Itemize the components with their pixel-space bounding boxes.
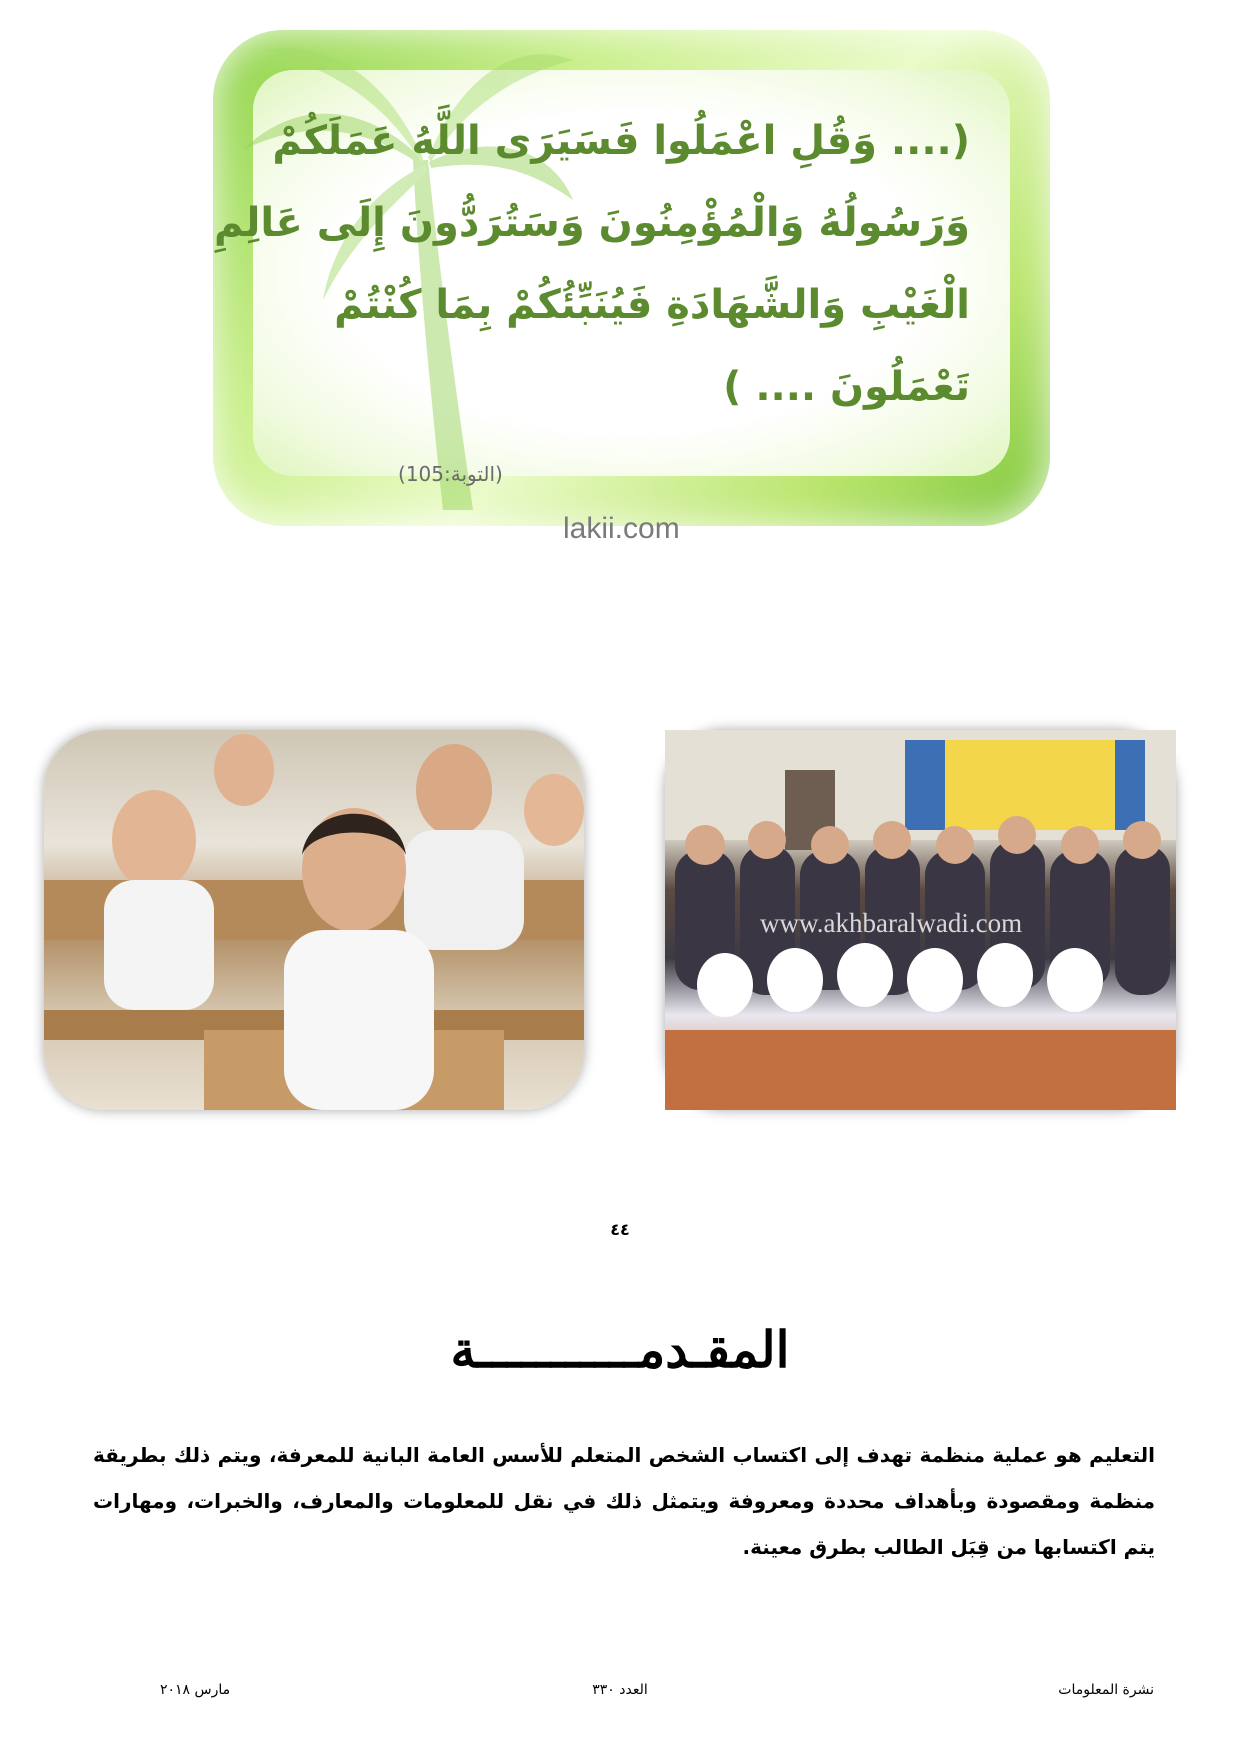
source-watermark: lakii.com xyxy=(563,512,680,545)
verse-reference: (التوبة:105) xyxy=(398,462,503,486)
footer-date: مارس ٢٠١٨ xyxy=(160,1682,231,1698)
page-number: ٤٤ xyxy=(610,1220,630,1239)
intro-paragraph: التعليم هو عملية منظمة تهدف إلى اكتساب الشخص المتعلم للأسس العامة البانية للمعرفة، ويتم ذلك بطريقة منظمة ومقصودة وبأهداف محددة ومعروفة ويتمثل ذلك في نقل للمعلومات والمعارف، والخبرات، ومهارات يتم اكتسابها من قِبَل الطالب بطرق معينة. xyxy=(93,1443,1155,1559)
verse-line: (.... وَقُلِ اعْمَلُوا فَسَيَرَى اللَّهُ عَمَلَكُمْ xyxy=(272,118,970,164)
verse-line: تَعْمَلُونَ .... ) xyxy=(723,364,970,410)
photo-watermark: www.akhbaralwadi.com xyxy=(760,908,1023,938)
section-heading: المقـدمـــــــــــة xyxy=(450,1320,790,1379)
verse-line: الْغَيْبِ وَالشَّهَادَةِ فَيُنَبِّئُكُمْ بِمَا كُنْتُمْ xyxy=(334,282,970,328)
footer-publication: نشرة المعلومات xyxy=(1058,1682,1154,1698)
quote-banner xyxy=(213,30,1050,545)
ceremony-photo xyxy=(665,730,1176,1110)
verse-line: وَرَسُولُهُ وَالْمُؤْمِنُونَ وَسَتُرَدُّونَ إِلَى عَالِمِ xyxy=(214,200,970,246)
quran-verse xyxy=(214,100,970,428)
classroom-illustration xyxy=(44,730,584,1110)
footer-issue: العدد ٣٣٠ xyxy=(592,1682,648,1698)
classroom-photo xyxy=(44,730,584,1110)
